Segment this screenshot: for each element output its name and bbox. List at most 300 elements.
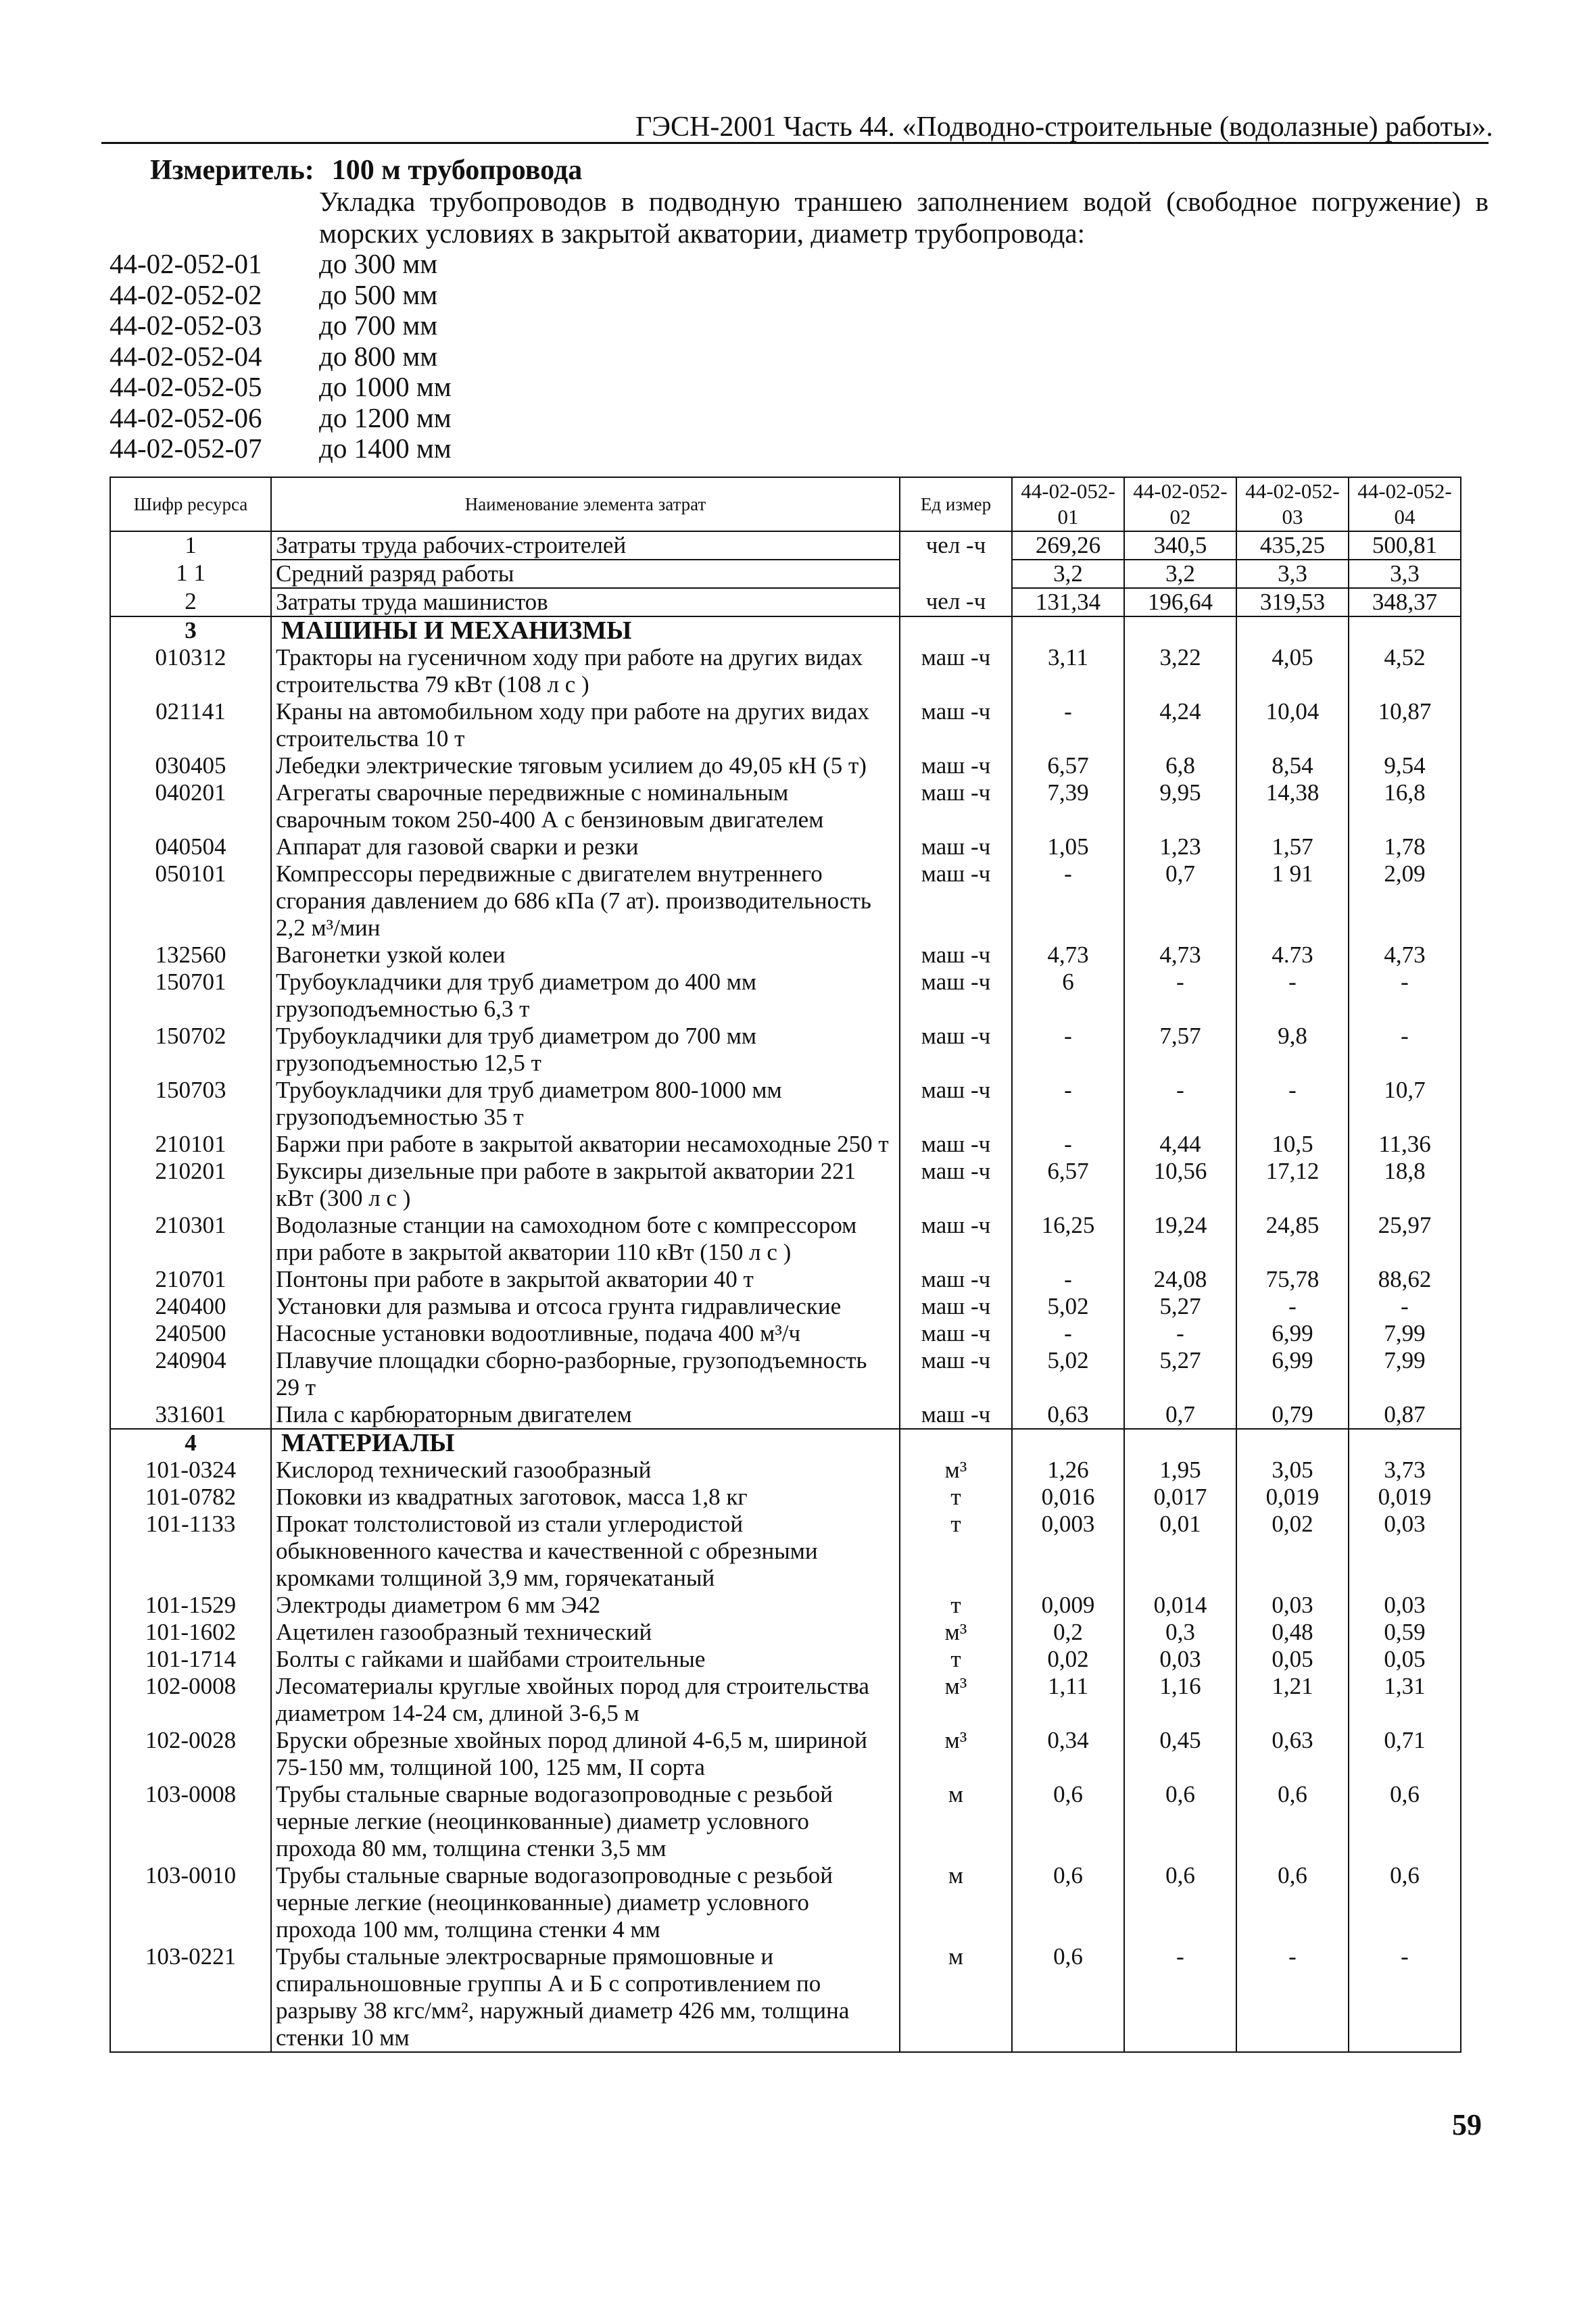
resource-name-cell: Буксиры дизельные при работе в закрытой акватории 221 кВт (300 л с ) xyxy=(271,1158,900,1212)
norm-value-cell: - xyxy=(1236,1293,1349,1320)
unit-cell: маш -ч xyxy=(900,644,1012,698)
column-header-code: Шифр ресурса xyxy=(110,477,271,531)
norm-code-row xyxy=(110,249,452,280)
running-header: ГЭСН-2001 Часть 44. «Подводно-строительные (водолазные) работы». xyxy=(635,112,1493,143)
norm-value-cell: 6 xyxy=(1012,969,1124,1023)
norm-value-cell: - xyxy=(1124,1943,1236,2052)
norm-value-cell: 1,31 xyxy=(1349,1673,1461,1727)
norm-code-row xyxy=(110,310,452,341)
norm-code-row xyxy=(110,341,452,372)
norm-value-cell: 16,8 xyxy=(1349,779,1461,833)
norm-value-cell: 0,014 xyxy=(1124,1592,1236,1619)
unit-cell: маш -ч xyxy=(900,942,1012,969)
norm-code: 44-02-052-03 xyxy=(110,310,262,341)
norm-value-cell: 269,26 xyxy=(1012,531,1124,560)
norm-value-cell: 1,23 xyxy=(1124,833,1236,860)
resource-name-cell: МАТЕРИАЛЫ xyxy=(271,1429,900,1457)
norm-value-cell: 7,99 xyxy=(1349,1347,1461,1401)
norm-value-cell: 0,003 xyxy=(1012,1511,1124,1592)
norm-value-cell: 0,2 xyxy=(1012,1619,1124,1646)
norm-value-cell: 4,44 xyxy=(1124,1131,1236,1158)
norm-value-cell: 1,05 xyxy=(1012,833,1124,860)
norm-value-cell: - xyxy=(1236,1943,1349,2052)
resource-name-cell: Краны на автомобильном ходу при работе на других видах строительства 10 т xyxy=(271,698,900,752)
unit-cell: маш -ч xyxy=(900,969,1012,1023)
norm-value-cell: 0,6 xyxy=(1349,1781,1461,1862)
table-row xyxy=(110,1619,1461,1646)
measure-line xyxy=(150,154,582,187)
resource-name-cell: Плавучие площадки сборно-разборные, грузоподъемность 29 т xyxy=(271,1347,900,1401)
norm-value-cell: 11,36 xyxy=(1349,1131,1461,1158)
norm-value-cell: 3,3 xyxy=(1349,560,1461,588)
norm-value-cell: 4,52 xyxy=(1349,644,1461,698)
norm-value-cell: - xyxy=(1012,1266,1124,1293)
unit-cell: т xyxy=(900,1484,1012,1511)
norm-value-cell: 10,87 xyxy=(1349,698,1461,752)
resource-code-cell: 331601 xyxy=(110,1401,271,1429)
norm-value-cell: - xyxy=(1349,1943,1461,2052)
resource-code-cell: 040201 xyxy=(110,779,271,833)
table-row xyxy=(110,1401,1461,1429)
resource-name-cell: Вагонетки узкой колеи xyxy=(271,942,900,969)
norm-value-cell: 0,017 xyxy=(1124,1484,1236,1511)
norm-code: 44-02-052-06 xyxy=(110,401,262,433)
norm-value-cell: - xyxy=(1349,1293,1461,1320)
resource-name-cell: Трубоукладчики для труб диаметром 800-1000 мм грузоподъемностью 35 т xyxy=(271,1077,900,1131)
norm-value-cell: 9,8 xyxy=(1236,1023,1349,1077)
norm-value-cell: - xyxy=(1349,1023,1461,1077)
norm-value-cell: 5,27 xyxy=(1124,1347,1236,1401)
unit-cell: маш -ч xyxy=(900,1212,1012,1266)
unit-cell: м³ xyxy=(900,1457,1012,1484)
table-row xyxy=(110,1727,1461,1781)
table-row xyxy=(110,1131,1461,1158)
column-header-unit: Ед измер xyxy=(900,477,1012,531)
norm-value-cell: 24,85 xyxy=(1236,1212,1349,1266)
norm-value-cell: 0,3 xyxy=(1124,1619,1236,1646)
norm-value-cell: - xyxy=(1236,969,1349,1023)
norm-value-cell: 7,99 xyxy=(1349,1320,1461,1347)
norm-code-desc: до 700 мм xyxy=(319,310,438,341)
norm-value-cell: 1,95 xyxy=(1124,1457,1236,1484)
resource-name-cell: МАШИНЫ И МЕХАНИЗМЫ xyxy=(271,616,900,644)
unit-cell: маш -ч xyxy=(900,833,1012,860)
resource-name-cell: Лесоматериалы круглые хвойных пород для строительства диаметром 14-24 см, длиной 3-6,5 м xyxy=(271,1673,900,1727)
norm-value-cell: 6,99 xyxy=(1236,1347,1349,1401)
resource-name-cell: Затраты труда машинистов xyxy=(271,588,900,616)
norm-value-cell: 88,62 xyxy=(1349,1266,1461,1293)
resource-name-cell: Средний разряд работы xyxy=(271,560,900,588)
resource-code-cell: 132560 xyxy=(110,942,271,969)
norm-value-cell: 4.73 xyxy=(1236,942,1349,969)
norm-value-cell: 8,54 xyxy=(1236,752,1349,779)
unit-cell: чел -ч xyxy=(900,531,1012,560)
norm-value-cell: 0,63 xyxy=(1012,1401,1124,1429)
resource-table xyxy=(110,477,1461,2053)
resource-name-cell: Понтоны при работе в закрытой акватории 40 т xyxy=(271,1266,900,1293)
norm-value-cell: 10,56 xyxy=(1124,1158,1236,1212)
norm-code-desc: до 500 мм xyxy=(319,278,438,310)
section-row xyxy=(110,1429,1461,1457)
norm-code-desc: до 1000 мм xyxy=(319,371,452,402)
resource-name-cell: Затраты труда рабочих-строителей xyxy=(271,531,900,560)
resource-name-cell: Трубоукладчики для труб диаметром до 400 мм грузоподъемностью 6,3 т xyxy=(271,969,900,1023)
norm-value-cell: 10,7 xyxy=(1349,1077,1461,1131)
resource-code-cell: 102-0008 xyxy=(110,1673,271,1727)
resource-name-cell: Бруски обрезные хвойных пород длиной 4-6,5 м, шириной 75-150 мм, толщиной 100, 125 мм, II сорта xyxy=(271,1727,900,1781)
norm-value-cell xyxy=(1012,616,1124,644)
norm-value-cell: 5,02 xyxy=(1012,1293,1124,1320)
resource-code-cell: 101-1529 xyxy=(110,1592,271,1619)
norm-value-cell: 16,25 xyxy=(1012,1212,1124,1266)
norm-value-cell: 0,01 xyxy=(1124,1511,1236,1592)
resource-name-cell: Прокат толстолистовой из стали углеродистой обыкновенного качества и качественной с обрезными кромками толщиной 3,9 мм, горячекатаный xyxy=(271,1511,900,1592)
norm-value-cell: 10,04 xyxy=(1236,698,1349,752)
norm-value-cell: 75,78 xyxy=(1236,1266,1349,1293)
resource-code-cell: 101-1133 xyxy=(110,1511,271,1592)
resource-name-cell: Тракторы на гусеничном ходу при работе на других видах строительства 79 кВт (108 л с ) xyxy=(271,644,900,698)
unit-cell: маш -ч xyxy=(900,1077,1012,1131)
norm-value-cell: 6,57 xyxy=(1012,752,1124,779)
norm-value-cell: 1,78 xyxy=(1349,833,1461,860)
norm-value-cell: 6,57 xyxy=(1012,1158,1124,1212)
norm-value-cell: 0,6 xyxy=(1012,1862,1124,1943)
unit-cell: маш -ч xyxy=(900,1266,1012,1293)
column-header-norm: 44-02-052-01 xyxy=(1012,477,1124,531)
norm-value-cell: 1,11 xyxy=(1012,1673,1124,1727)
norm-value-cell: 4,05 xyxy=(1236,644,1349,698)
norm-value-cell: 25,97 xyxy=(1349,1212,1461,1266)
unit-cell: маш -ч xyxy=(900,1131,1012,1158)
table-row xyxy=(110,531,1461,560)
norm-value-cell: 3,3 xyxy=(1236,560,1349,588)
resource-code-cell: 103-0221 xyxy=(110,1943,271,2052)
norm-value-cell: 0,7 xyxy=(1124,860,1236,942)
norm-value-cell: - xyxy=(1349,969,1461,1023)
norm-value-cell xyxy=(1349,1429,1461,1457)
norm-value-cell: 3,2 xyxy=(1124,560,1236,588)
resource-name-cell: Трубы стальные электросварные прямошовные и спиральношовные группы А и Б с сопротивлением по разрыву 38 кгс/мм², наружный диаметр 426 мм, толщина стенки 10 мм xyxy=(271,1943,900,2052)
norm-value-cell: 0,34 xyxy=(1012,1727,1124,1781)
resource-code-cell: 4 xyxy=(110,1429,271,1457)
resource-code-cell: 010312 xyxy=(110,644,271,698)
resource-name-cell: Компрессоры передвижные с двигателем внутреннего сгорания давлением до 686 кПа (7 ат). производительность 2,2 м³/мин xyxy=(271,860,900,942)
unit-cell: маш -ч xyxy=(900,1347,1012,1401)
norm-value-cell: 0,7 xyxy=(1124,1401,1236,1429)
norm-code-row xyxy=(110,403,452,434)
resource-code-cell: 3 xyxy=(110,616,271,644)
norm-value-cell: 3,11 xyxy=(1012,644,1124,698)
resource-name-cell: Трубы стальные сварные водогазопроводные с резьбой черные легкие (неоцинкованные) диаметр условного прохода 100 мм, толщина стенки 4 мм xyxy=(271,1862,900,1943)
resource-code-cell: 150702 xyxy=(110,1023,271,1077)
norm-code-desc: до 300 мм xyxy=(319,248,438,279)
norm-code-desc: до 1400 мм xyxy=(319,433,452,464)
norm-value-cell: 0,6 xyxy=(1124,1781,1236,1862)
unit-cell: м³ xyxy=(900,1619,1012,1646)
norm-value-cell: - xyxy=(1012,1320,1124,1347)
norm-value-cell: - xyxy=(1012,698,1124,752)
unit-cell: м³ xyxy=(900,1727,1012,1781)
resource-code-cell: 210701 xyxy=(110,1266,271,1293)
norm-value-cell: 196,64 xyxy=(1124,588,1236,616)
table-row xyxy=(110,1646,1461,1673)
table-row xyxy=(110,644,1461,698)
resource-name-cell: Лебедки электрические тяговым усилием до 49,05 кН (5 т) xyxy=(271,752,900,779)
resource-name-cell: Электроды диаметром 6 мм Э42 xyxy=(271,1592,900,1619)
table-row xyxy=(110,969,1461,1023)
norm-value-cell: - xyxy=(1124,969,1236,1023)
resource-code-cell: 103-0008 xyxy=(110,1781,271,1862)
table-row xyxy=(110,1320,1461,1347)
norm-value-cell: 0,019 xyxy=(1349,1484,1461,1511)
norm-value-cell xyxy=(1236,616,1349,644)
table-row xyxy=(110,779,1461,833)
unit-cell: маш -ч xyxy=(900,779,1012,833)
table-row xyxy=(110,1592,1461,1619)
norm-value-cell: 0,019 xyxy=(1236,1484,1349,1511)
norm-value-cell: 0,48 xyxy=(1236,1619,1349,1646)
section-row xyxy=(110,616,1461,644)
norm-value-cell: 131,34 xyxy=(1012,588,1124,616)
norm-code: 44-02-052-02 xyxy=(110,278,262,310)
norm-value-cell: 435,25 xyxy=(1236,531,1349,560)
resource-name-cell: Пила с карбюраторным двигателем xyxy=(271,1401,900,1429)
norm-value-cell: 4,24 xyxy=(1124,698,1236,752)
norm-value-cell: 0,87 xyxy=(1349,1401,1461,1429)
table-row xyxy=(110,1077,1461,1131)
norm-value-cell: 0,03 xyxy=(1349,1511,1461,1592)
norm-value-cell: 0,6 xyxy=(1349,1862,1461,1943)
resource-name-cell: Трубы стальные сварные водогазопроводные с резьбой черные легкие (неоцинкованные) диаметр условного прохода 80 мм, толщина стенки 3,5 мм xyxy=(271,1781,900,1862)
norm-value-cell: 3,73 xyxy=(1349,1457,1461,1484)
resource-code-cell: 210201 xyxy=(110,1158,271,1212)
norm-value-cell: 19,24 xyxy=(1124,1212,1236,1266)
resource-code-cell: 1 xyxy=(110,531,271,560)
norm-value-cell: 5,27 xyxy=(1124,1293,1236,1320)
table-row xyxy=(110,560,1461,588)
table-row xyxy=(110,1212,1461,1266)
table-row xyxy=(110,1266,1461,1293)
resource-name-cell: Кислород технический газообразный xyxy=(271,1457,900,1484)
norm-value-cell: 0,016 xyxy=(1012,1484,1124,1511)
resource-name-cell: Аппарат для газовой сварки и резки xyxy=(271,833,900,860)
resource-code-cell: 240400 xyxy=(110,1293,271,1320)
norm-code: 44-02-052-05 xyxy=(110,371,262,402)
norm-value-cell: 0,6 xyxy=(1236,1862,1349,1943)
resource-name-cell: Насосные установки водоотливные, подача 400 м³/ч xyxy=(271,1320,900,1347)
unit-cell xyxy=(900,1429,1012,1457)
norm-code-row xyxy=(110,372,452,403)
norm-value-cell: 0,6 xyxy=(1012,1781,1124,1862)
norm-value-cell: 3,05 xyxy=(1236,1457,1349,1484)
table-row xyxy=(110,1023,1461,1077)
unit-cell: маш -ч xyxy=(900,1293,1012,1320)
norm-code: 44-02-052-01 xyxy=(110,248,262,279)
norm-value-cell: 0,63 xyxy=(1236,1727,1349,1781)
norm-value-cell: 0,6 xyxy=(1012,1943,1124,2052)
work-description: Укладка трубопроводов в подводную траншею заполнением водой (свободное погружение) в морских условиях в закрытой акватории, диаметр трубопровода: xyxy=(319,186,1489,249)
norm-value-cell: 340,5 xyxy=(1124,531,1236,560)
table-row xyxy=(110,1158,1461,1212)
resource-code-cell: 050101 xyxy=(110,860,271,942)
resource-name-cell: Трубоукладчики для труб диаметром до 700 мм грузоподъемностью 12,5 т xyxy=(271,1023,900,1077)
norm-value-cell: 0,03 xyxy=(1124,1646,1236,1673)
unit-cell: м xyxy=(900,1781,1012,1862)
norm-value-cell: 6,99 xyxy=(1236,1320,1349,1347)
norm-value-cell: 1,16 xyxy=(1124,1673,1236,1727)
norm-value-cell: 18,8 xyxy=(1349,1158,1461,1212)
table-row xyxy=(110,1511,1461,1592)
norm-code-desc: до 1200 мм xyxy=(319,401,452,433)
norm-code-row xyxy=(110,433,452,464)
norm-value-cell: - xyxy=(1012,1077,1124,1131)
table-row xyxy=(110,1457,1461,1484)
table-row xyxy=(110,1781,1461,1862)
table-row xyxy=(110,1347,1461,1401)
resource-code-cell: 021141 xyxy=(110,698,271,752)
norm-value-cell: 0,05 xyxy=(1349,1646,1461,1673)
resource-code-cell: 150703 xyxy=(110,1077,271,1131)
unit-cell: чел -ч xyxy=(900,588,1012,616)
norm-value-cell: 0,6 xyxy=(1236,1781,1349,1862)
resource-code-cell: 2 xyxy=(110,588,271,616)
page-number: 59 xyxy=(1452,2108,1482,2141)
norm-value-cell: 0,45 xyxy=(1124,1727,1236,1781)
unit-cell: маш -ч xyxy=(900,1158,1012,1212)
norm-value-cell: 9,95 xyxy=(1124,779,1236,833)
norm-value-cell: - xyxy=(1124,1320,1236,1347)
norm-value-cell xyxy=(1012,1429,1124,1457)
table-row xyxy=(110,588,1461,616)
norm-value-cell: 6,8 xyxy=(1124,752,1236,779)
resource-code-cell: 1 1 xyxy=(110,560,271,588)
norm-value-cell: 24,08 xyxy=(1124,1266,1236,1293)
table-row xyxy=(110,1673,1461,1727)
norm-code-list xyxy=(110,249,452,464)
norm-value-cell: 4,73 xyxy=(1124,942,1236,969)
measure-label: Измеритель: xyxy=(150,155,314,186)
unit-cell xyxy=(900,616,1012,644)
unit-cell xyxy=(900,560,1012,588)
norm-value-cell xyxy=(1236,1429,1349,1457)
norm-value-cell: 0,02 xyxy=(1236,1511,1349,1592)
table-row xyxy=(110,1943,1461,2052)
unit-cell: маш -ч xyxy=(900,1320,1012,1347)
norm-value-cell: 1,26 xyxy=(1012,1457,1124,1484)
resource-code-cell: 210101 xyxy=(110,1131,271,1158)
column-header-norm: 44-02-052-03 xyxy=(1236,477,1349,531)
unit-cell: маш -ч xyxy=(900,1401,1012,1429)
norm-value-cell: 5,02 xyxy=(1012,1347,1124,1401)
resource-name-cell: Водолазные станции на самоходном боте с компрессором при работе в закрытой акватории 110 кВт (150 л с ) xyxy=(271,1212,900,1266)
table-row xyxy=(110,1484,1461,1511)
resource-name-cell: Болты с гайками и шайбами строительные xyxy=(271,1646,900,1673)
norm-value-cell: 14,38 xyxy=(1236,779,1349,833)
resource-code-cell: 210301 xyxy=(110,1212,271,1266)
resource-code-cell: 102-0028 xyxy=(110,1727,271,1781)
norm-value-cell: 10,5 xyxy=(1236,1131,1349,1158)
norm-value-cell: 0,009 xyxy=(1012,1592,1124,1619)
resource-name-cell: Агрегаты сварочные передвижные с номинальным сварочным током 250-400 А с бензиновым двигателем xyxy=(271,779,900,833)
table-row xyxy=(110,1293,1461,1320)
norm-value-cell xyxy=(1124,1429,1236,1457)
measure-value: 100 м трубопровода xyxy=(331,155,583,186)
header-rule xyxy=(101,142,1489,144)
norm-value-cell: 0,02 xyxy=(1012,1646,1124,1673)
resource-code-cell: 101-0324 xyxy=(110,1457,271,1484)
norm-value-cell: - xyxy=(1012,1131,1124,1158)
table-row xyxy=(110,698,1461,752)
norm-code: 44-02-052-04 xyxy=(110,340,262,372)
unit-cell: маш -ч xyxy=(900,1023,1012,1077)
resource-name-cell: Баржи при работе в закрытой акватории несамоходные 250 т xyxy=(271,1131,900,1158)
resource-code-cell: 150701 xyxy=(110,969,271,1023)
resource-code-cell: 240904 xyxy=(110,1347,271,1401)
norm-value-cell: 0,59 xyxy=(1349,1619,1461,1646)
norm-value-cell: 319,53 xyxy=(1236,588,1349,616)
unit-cell: м xyxy=(900,1943,1012,2052)
norm-value-cell: - xyxy=(1012,1023,1124,1077)
resource-code-cell: 101-0782 xyxy=(110,1484,271,1511)
norm-value-cell: - xyxy=(1236,1077,1349,1131)
unit-cell: т xyxy=(900,1511,1012,1592)
unit-cell: т xyxy=(900,1592,1012,1619)
norm-value-cell: 1,21 xyxy=(1236,1673,1349,1727)
resource-code-cell: 101-1602 xyxy=(110,1619,271,1646)
norm-value-cell: 4,73 xyxy=(1349,942,1461,969)
table-row xyxy=(110,752,1461,779)
table-row xyxy=(110,1862,1461,1943)
norm-value-cell: 9,54 xyxy=(1349,752,1461,779)
resource-code-cell: 030405 xyxy=(110,752,271,779)
norm-value-cell: 0,79 xyxy=(1236,1401,1349,1429)
norm-value-cell: 0,71 xyxy=(1349,1727,1461,1781)
table-row xyxy=(110,942,1461,969)
norm-value-cell xyxy=(1349,616,1461,644)
resource-code-cell: 103-0010 xyxy=(110,1862,271,1943)
resource-code-cell: 040504 xyxy=(110,833,271,860)
norm-value-cell: 1 91 xyxy=(1236,860,1349,942)
norm-value-cell: 2,09 xyxy=(1349,860,1461,942)
norm-code: 44-02-052-07 xyxy=(110,433,262,464)
norm-value-cell: - xyxy=(1012,860,1124,942)
table-row xyxy=(110,833,1461,860)
norm-value-cell: 1,57 xyxy=(1236,833,1349,860)
norm-value-cell: 348,37 xyxy=(1349,588,1461,616)
table-row xyxy=(110,860,1461,942)
norm-code-row xyxy=(110,280,452,311)
norm-value-cell: - xyxy=(1124,1077,1236,1131)
norm-value-cell xyxy=(1124,616,1236,644)
resource-name-cell: Поковки из квадратных заготовок, масса 1,8 кг xyxy=(271,1484,900,1511)
norm-value-cell: 3,2 xyxy=(1012,560,1124,588)
norm-value-cell: 0,05 xyxy=(1236,1646,1349,1673)
unit-cell: м³ xyxy=(900,1673,1012,1727)
resource-name-cell: Установки для размыва и отсоса грунта гидравлические xyxy=(271,1293,900,1320)
column-header-norm: 44-02-052-02 xyxy=(1124,477,1236,531)
norm-value-cell: 17,12 xyxy=(1236,1158,1349,1212)
norm-value-cell: 0,6 xyxy=(1124,1862,1236,1943)
unit-cell: маш -ч xyxy=(900,860,1012,942)
column-header-name: Наименование элемента затрат xyxy=(271,477,900,531)
unit-cell: т xyxy=(900,1646,1012,1673)
norm-code-desc: до 800 мм xyxy=(319,340,438,372)
norm-value-cell: 0,03 xyxy=(1349,1592,1461,1619)
norm-value-cell: 500,81 xyxy=(1349,531,1461,560)
resource-name-cell: Ацетилен газообразный технический xyxy=(271,1619,900,1646)
norm-value-cell: 4,73 xyxy=(1012,942,1124,969)
norm-value-cell: 7,39 xyxy=(1012,779,1124,833)
